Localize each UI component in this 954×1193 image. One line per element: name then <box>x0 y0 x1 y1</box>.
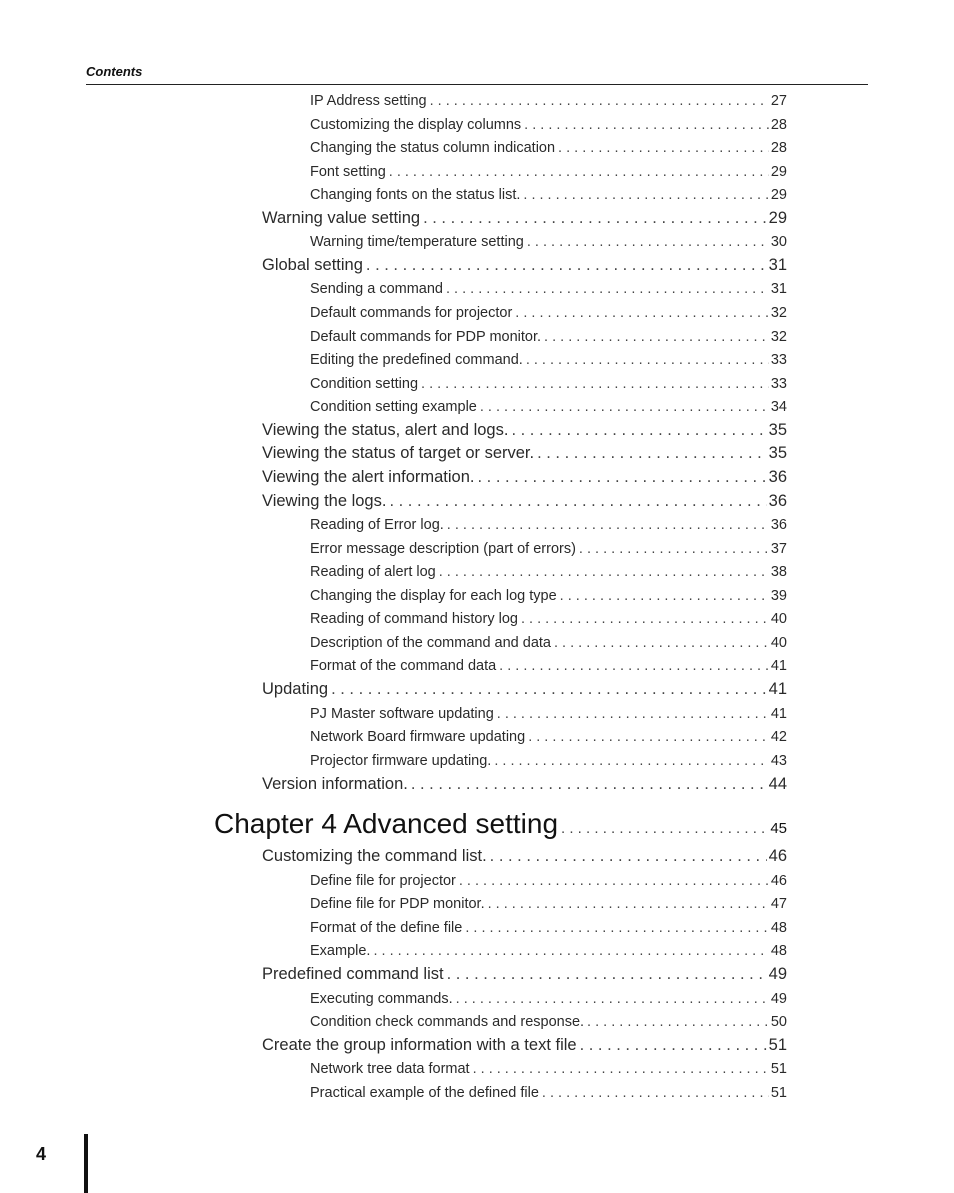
dot-leader <box>421 376 769 392</box>
toc-entry-page: 51 <box>770 1085 787 1101</box>
toc-entry[interactable] <box>310 117 787 139</box>
dot-leader <box>537 444 767 463</box>
toc-entry-page: 36 <box>770 517 787 533</box>
toc-entry[interactable] <box>310 164 787 186</box>
dot-leader <box>527 234 769 250</box>
toc-entry-title: Warning time/temperature setting <box>310 234 524 250</box>
toc-entry-title: Predefined command list <box>262 965 444 983</box>
toc-entry[interactable] <box>310 399 787 421</box>
toc-entry-title: Viewing the status of target or server. <box>262 444 535 462</box>
toc-entry-title: IP Address setting <box>310 93 427 109</box>
dot-leader <box>499 658 769 674</box>
dot-leader <box>542 1085 769 1101</box>
toc-entry-page: 33 <box>770 352 787 368</box>
toc-entry-page: 47 <box>770 896 787 912</box>
dot-leader <box>447 965 767 984</box>
toc-entry-page: 41 <box>770 658 787 674</box>
toc-entry[interactable] <box>310 564 787 586</box>
dot-leader <box>554 635 769 651</box>
toc-entry-page: 37 <box>770 541 787 557</box>
toc-entry-page: 27 <box>770 93 787 109</box>
toc-entry-page: 28 <box>770 117 787 133</box>
toc-entry-page: 48 <box>770 920 787 936</box>
toc-entry-page: 49 <box>770 991 787 1007</box>
toc-entry[interactable] <box>310 305 787 327</box>
dot-leader <box>521 611 769 627</box>
toc-entry-title: Condition setting <box>310 376 419 392</box>
toc-entry-title: Description of the command and data <box>310 635 551 651</box>
toc-entry-page: 45 <box>770 820 787 837</box>
toc-entry[interactable] <box>310 1014 787 1036</box>
toc-entry-title: Create the group information with a text file <box>262 1036 577 1054</box>
toc-section-entry[interactable] <box>262 847 787 869</box>
toc-entry-title: Reading of Error log. <box>310 517 444 533</box>
toc-entry-page: 42 <box>770 729 787 745</box>
toc-entry-page: 36 <box>768 468 787 486</box>
dot-leader <box>439 564 769 580</box>
toc-entry-page: 28 <box>770 140 787 156</box>
toc-entry-title: Changing fonts on the status list. <box>310 187 521 203</box>
dot-leader <box>544 329 769 345</box>
toc-entry-title: Format of the define file <box>310 920 463 936</box>
toc-section-entry[interactable] <box>262 1036 787 1058</box>
toc-section-entry[interactable] <box>262 965 787 987</box>
toc-entry[interactable] <box>310 517 787 539</box>
toc-entry-page: 43 <box>770 753 787 769</box>
toc-entry-title: Example. <box>310 943 371 959</box>
dot-leader <box>528 729 769 745</box>
toc-entry-page: 46 <box>770 873 787 889</box>
dot-leader <box>480 399 769 415</box>
toc-entry[interactable] <box>310 635 787 657</box>
toc-entry-page: 30 <box>770 234 787 250</box>
dot-leader <box>411 775 767 794</box>
margin-bar <box>84 1134 88 1193</box>
toc-entry-title: Error message description (part of errors) <box>310 541 576 557</box>
toc-entry-title: Version information. <box>262 775 408 793</box>
toc-entry[interactable] <box>310 329 787 351</box>
toc-entry-page: 44 <box>768 775 787 793</box>
toc-section-entry[interactable] <box>262 492 787 514</box>
toc-entry-page: 38 <box>770 564 787 580</box>
toc-entry-title: Editing the predefined command. <box>310 352 523 368</box>
toc-entry-page: 29 <box>770 187 787 203</box>
toc-entry[interactable] <box>310 943 787 965</box>
toc-entry-title: Customizing the display columns <box>310 117 522 133</box>
dot-leader <box>389 164 769 180</box>
toc-entry-title: Network tree data format <box>310 1061 470 1077</box>
dot-leader <box>560 588 769 604</box>
dot-leader <box>423 209 767 228</box>
toc-entry[interactable] <box>310 187 787 209</box>
dot-leader <box>465 920 769 936</box>
dot-leader <box>373 943 768 959</box>
toc-entry[interactable] <box>310 991 787 1013</box>
toc-entry-page: 51 <box>768 1036 787 1054</box>
toc-section-entry[interactable] <box>262 444 787 466</box>
toc-entry-page: 32 <box>770 329 787 345</box>
toc-entry[interactable] <box>310 753 787 775</box>
toc-entry-page: 35 <box>768 421 787 439</box>
running-header: Contents <box>86 64 143 79</box>
toc-section-entry[interactable] <box>262 421 787 443</box>
toc-entry-title: Format of the command data <box>310 658 497 674</box>
dot-leader <box>366 256 767 275</box>
dot-leader <box>331 680 767 699</box>
toc-entry-page: 34 <box>770 399 787 415</box>
toc-entry-page: 40 <box>770 635 787 651</box>
toc-entry[interactable] <box>310 920 787 942</box>
dot-leader <box>587 1014 769 1030</box>
toc-entry-title: Default commands for projector <box>310 305 513 321</box>
dot-leader <box>477 468 766 487</box>
toc-entry-title: Executing commands. <box>310 991 453 1007</box>
toc-entry[interactable] <box>310 352 787 374</box>
toc-entry-title: Define file for projector <box>310 873 456 889</box>
toc-entry-title: Customizing the command list. <box>262 847 487 865</box>
dot-leader <box>494 753 769 769</box>
toc-entry-title: Condition check commands and response. <box>310 1014 585 1030</box>
dot-leader <box>488 896 769 912</box>
toc-entry-page: 31 <box>768 256 787 274</box>
toc-entry[interactable] <box>310 729 787 751</box>
toc-entry-page: 32 <box>770 305 787 321</box>
toc-entry-page: 33 <box>770 376 787 392</box>
toc-entry[interactable] <box>310 1085 787 1107</box>
toc-entry-title: Updating <box>262 680 329 698</box>
toc-entry[interactable] <box>310 658 787 680</box>
toc-entry-page: 50 <box>770 1014 787 1030</box>
toc-section-entry[interactable] <box>262 468 787 490</box>
toc-entry-title: Viewing the alert information. <box>262 468 475 486</box>
toc-section-entry[interactable] <box>262 256 787 278</box>
toc-entry[interactable] <box>310 376 787 398</box>
toc-entry-title: Projector firmware updating. <box>310 753 492 769</box>
dot-leader <box>524 117 769 133</box>
toc-entry-page: 41 <box>770 706 787 722</box>
toc-entry[interactable] <box>310 281 787 303</box>
dot-leader <box>579 541 769 557</box>
toc-entry-page: 39 <box>770 588 787 604</box>
toc-entry-title: Global setting <box>262 256 363 274</box>
toc-entry[interactable] <box>310 588 787 610</box>
dot-leader <box>580 1036 767 1055</box>
toc-entry[interactable] <box>310 873 787 895</box>
toc-entry-title: Viewing the status, alert and logs. <box>262 421 509 439</box>
toc-entry[interactable] <box>310 93 787 115</box>
dot-leader <box>473 1061 769 1077</box>
dot-leader <box>511 421 766 440</box>
dot-leader <box>523 187 768 203</box>
toc-entry-title: Viewing the logs. <box>262 492 387 510</box>
toc-entry-title: Warning value setting <box>262 209 421 227</box>
dot-leader <box>490 847 767 866</box>
toc-chapter-entry[interactable] <box>214 808 787 846</box>
toc-entry[interactable] <box>310 541 787 563</box>
toc-entry-page: 41 <box>768 680 787 698</box>
toc-entry-page: 48 <box>770 943 787 959</box>
toc-entry-title: PJ Master software updating <box>310 706 494 722</box>
toc-entry-page: 31 <box>770 281 787 297</box>
dot-leader <box>430 93 769 109</box>
toc-entry[interactable] <box>310 896 787 918</box>
dot-leader <box>456 991 769 1007</box>
dot-leader <box>558 140 769 156</box>
toc-entry-page: 51 <box>770 1061 787 1077</box>
toc-entry-title: Changing the display for each log type <box>310 588 557 604</box>
toc-entry-title: Reading of command history log <box>310 611 518 627</box>
dot-leader <box>459 873 769 889</box>
chapter-title: Chapter 4 Advanced setting <box>214 808 559 839</box>
toc-section-entry[interactable] <box>262 209 787 231</box>
toc-entry-title: Reading of alert log <box>310 564 436 580</box>
toc-entry-page: 36 <box>768 492 787 510</box>
toc-entry-title: Default commands for PDP monitor. <box>310 329 542 345</box>
toc-entry-page: 46 <box>768 847 787 865</box>
dot-leader <box>389 492 766 511</box>
page-number: 4 <box>36 1144 47 1164</box>
toc-entry-title: Font setting <box>310 164 386 180</box>
toc-entry-title: Define file for PDP monitor. <box>310 896 485 912</box>
toc-entry[interactable] <box>310 234 787 256</box>
toc-entry-title: Practical example of the defined file <box>310 1085 539 1101</box>
toc-entry-page: 29 <box>768 209 787 227</box>
toc-entry-page: 29 <box>770 164 787 180</box>
toc-entry-page: 40 <box>770 611 787 627</box>
dot-leader <box>515 305 769 321</box>
toc-entry-title: Network Board firmware updating <box>310 729 526 745</box>
toc-entry-title: Changing the status column indication <box>310 140 556 156</box>
toc-entry[interactable] <box>310 1061 787 1083</box>
toc-entry-title: Condition setting example <box>310 399 477 415</box>
dot-leader <box>446 281 769 297</box>
toc-entry-page: 35 <box>768 444 787 462</box>
toc-entry[interactable] <box>310 706 787 728</box>
toc-entry[interactable] <box>310 611 787 633</box>
toc-section-entry[interactable] <box>262 680 787 702</box>
toc-entry[interactable] <box>310 140 787 162</box>
dot-leader <box>561 820 768 837</box>
toc-entry-page: 49 <box>768 965 787 983</box>
toc-section-entry[interactable] <box>262 775 787 797</box>
dot-leader <box>497 706 769 722</box>
toc-entry-title: Sending a command <box>310 281 443 297</box>
dot-leader <box>526 352 769 368</box>
dot-leader <box>447 517 769 533</box>
